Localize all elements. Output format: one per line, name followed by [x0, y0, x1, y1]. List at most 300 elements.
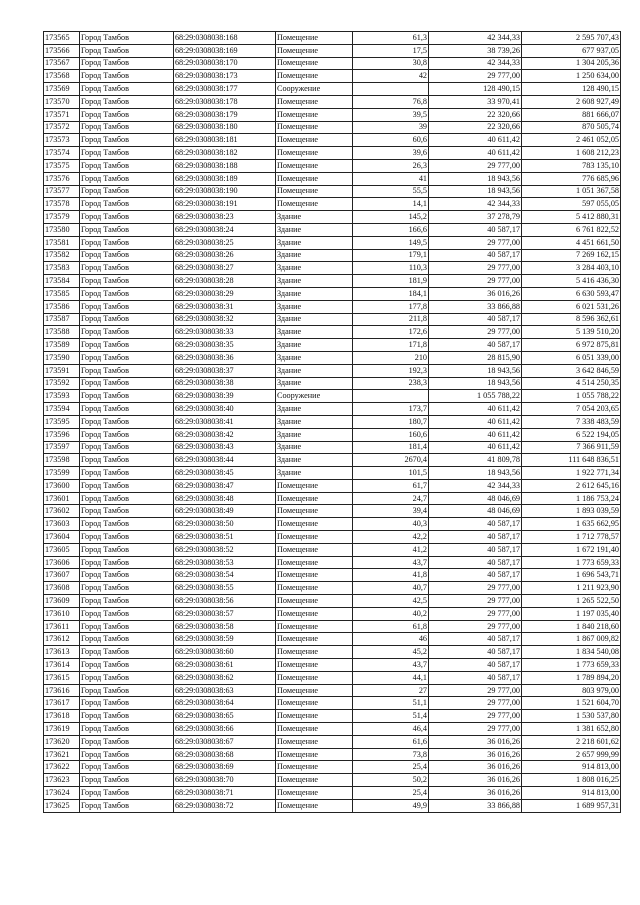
- table-row: [44, 531, 621, 544]
- table-row: [44, 198, 621, 211]
- unit-value-cell: 40 611,42: [429, 134, 522, 147]
- cadastral-number-cell: 68:29:0308038:31: [174, 300, 276, 313]
- area-cell: 43,7: [353, 556, 429, 569]
- object-type-cell: Помещение: [276, 121, 353, 134]
- table-row: [44, 710, 621, 723]
- table-row: [44, 723, 621, 736]
- area-cell: 145,2: [353, 211, 429, 224]
- table-row: [44, 83, 621, 96]
- cadastral-value-cell: 1 521 604,70: [522, 697, 621, 710]
- table-row: [44, 134, 621, 147]
- area-cell: 39,6: [353, 147, 429, 160]
- cadastral-value-cell: 870 505,74: [522, 121, 621, 134]
- object-type-cell: Помещение: [276, 595, 353, 608]
- cadastral-number-cell: 68:29:0308038:33: [174, 326, 276, 339]
- cadastral-number-cell: 68:29:0308038:168: [174, 32, 276, 45]
- unit-value-cell: 36 016,26: [429, 287, 522, 300]
- municipality-cell: Город Тамбов: [80, 364, 174, 377]
- area-cell: 2670,4: [353, 454, 429, 467]
- table-row: [44, 95, 621, 108]
- row-number-cell: 173601: [44, 492, 80, 505]
- cadastral-number-cell: 68:29:0308038:49: [174, 505, 276, 518]
- cadastral-value-cell: 7 269 162,15: [522, 249, 621, 262]
- cadastral-number-cell: 68:29:0308038:69: [174, 761, 276, 774]
- object-type-cell: Здание: [276, 403, 353, 416]
- municipality-cell: Город Тамбов: [80, 172, 174, 185]
- municipality-cell: Город Тамбов: [80, 723, 174, 736]
- area-cell: 177,8: [353, 300, 429, 313]
- table-row: [44, 787, 621, 800]
- municipality-cell: Город Тамбов: [80, 262, 174, 275]
- unit-value-cell: 22 320,66: [429, 121, 522, 134]
- unit-value-cell: 22 320,66: [429, 108, 522, 121]
- table-row: [44, 223, 621, 236]
- area-cell: 55,5: [353, 185, 429, 198]
- row-number-cell: 173597: [44, 441, 80, 454]
- object-type-cell: Помещение: [276, 633, 353, 646]
- cadastral-number-cell: 68:29:0308038:60: [174, 646, 276, 659]
- cadastral-value-table-page: [43, 31, 621, 813]
- cadastral-number-cell: 68:29:0308038:32: [174, 313, 276, 326]
- object-type-cell: Помещение: [276, 492, 353, 505]
- cadastral-value-cell: 1 055 788,22: [522, 390, 621, 403]
- table-row: [44, 339, 621, 352]
- cadastral-value-cell: 6 630 593,47: [522, 287, 621, 300]
- cadastral-value-cell: 6 051 339,00: [522, 351, 621, 364]
- cadastral-number-cell: 68:29:0308038:50: [174, 518, 276, 531]
- cadastral-value-cell: 1 635 662,95: [522, 518, 621, 531]
- cadastral-number-cell: 68:29:0308038:64: [174, 697, 276, 710]
- table-row: [44, 275, 621, 288]
- area-cell: 46: [353, 633, 429, 646]
- unit-value-cell: 38 739,26: [429, 44, 522, 57]
- municipality-cell: Город Тамбов: [80, 492, 174, 505]
- object-type-cell: Помещение: [276, 518, 353, 531]
- cadastral-value-cell: 1 211 923,90: [522, 582, 621, 595]
- table-row: [44, 211, 621, 224]
- municipality-cell: Город Тамбов: [80, 569, 174, 582]
- object-type-cell: Здание: [276, 211, 353, 224]
- row-number-cell: 173622: [44, 761, 80, 774]
- municipality-cell: Город Тамбов: [80, 326, 174, 339]
- cadastral-value-cell: 3 284 403,10: [522, 262, 621, 275]
- cadastral-number-cell: 68:29:0308038:47: [174, 479, 276, 492]
- unit-value-cell: 40 587,17: [429, 339, 522, 352]
- row-number-cell: 173605: [44, 543, 80, 556]
- row-number-cell: 173583: [44, 262, 80, 275]
- row-number-cell: 173604: [44, 531, 80, 544]
- municipality-cell: Город Тамбов: [80, 646, 174, 659]
- area-cell: 44,1: [353, 671, 429, 684]
- row-number-cell: 173576: [44, 172, 80, 185]
- unit-value-cell: 33 866,88: [429, 300, 522, 313]
- cadastral-value-cell: 1 867 009,82: [522, 633, 621, 646]
- row-number-cell: 173613: [44, 646, 80, 659]
- area-cell: 39,4: [353, 505, 429, 518]
- area-cell: 50,2: [353, 774, 429, 787]
- municipality-cell: Город Тамбов: [80, 198, 174, 211]
- area-cell: 110,3: [353, 262, 429, 275]
- area-cell: 26,3: [353, 159, 429, 172]
- object-type-cell: Помещение: [276, 159, 353, 172]
- municipality-cell: Город Тамбов: [80, 377, 174, 390]
- unit-value-cell: 40 587,17: [429, 671, 522, 684]
- row-number-cell: 173589: [44, 339, 80, 352]
- unit-value-cell: 40 587,17: [429, 659, 522, 672]
- cadastral-value-cell: 677 937,05: [522, 44, 621, 57]
- object-type-cell: Помещение: [276, 556, 353, 569]
- object-type-cell: Помещение: [276, 659, 353, 672]
- cadastral-number-cell: 68:29:0308038:41: [174, 415, 276, 428]
- table-row: [44, 249, 621, 262]
- row-number-cell: 173623: [44, 774, 80, 787]
- cadastral-number-cell: 68:29:0308038:178: [174, 95, 276, 108]
- unit-value-cell: 29 777,00: [429, 607, 522, 620]
- area-cell: 238,3: [353, 377, 429, 390]
- row-number-cell: 173608: [44, 582, 80, 595]
- area-cell: [353, 83, 429, 96]
- municipality-cell: Город Тамбов: [80, 582, 174, 595]
- unit-value-cell: 29 777,00: [429, 697, 522, 710]
- unit-value-cell: 29 777,00: [429, 684, 522, 697]
- cadastral-number-cell: 68:29:0308038:70: [174, 774, 276, 787]
- cadastral-number-cell: 68:29:0308038:72: [174, 799, 276, 812]
- unit-value-cell: 40 587,17: [429, 531, 522, 544]
- cadastral-number-cell: 68:29:0308038:189: [174, 172, 276, 185]
- municipality-cell: Город Тамбов: [80, 607, 174, 620]
- municipality-cell: Город Тамбов: [80, 710, 174, 723]
- object-type-cell: Помещение: [276, 646, 353, 659]
- object-type-cell: Помещение: [276, 735, 353, 748]
- municipality-cell: Город Тамбов: [80, 659, 174, 672]
- area-cell: 210: [353, 351, 429, 364]
- cadastral-number-cell: 68:29:0308038:63: [174, 684, 276, 697]
- object-type-cell: Помещение: [276, 671, 353, 684]
- municipality-cell: Город Тамбов: [80, 671, 174, 684]
- cadastral-number-cell: 68:29:0308038:36: [174, 351, 276, 364]
- cadastral-value-cell: 1 789 894,20: [522, 671, 621, 684]
- unit-value-cell: 36 016,26: [429, 748, 522, 761]
- object-type-cell: Помещение: [276, 134, 353, 147]
- area-cell: 25,4: [353, 787, 429, 800]
- area-cell: 61,6: [353, 735, 429, 748]
- cadastral-number-cell: 68:29:0308038:58: [174, 620, 276, 633]
- object-type-cell: Здание: [276, 339, 353, 352]
- unit-value-cell: 36 016,26: [429, 787, 522, 800]
- unit-value-cell: 40 587,17: [429, 518, 522, 531]
- cadastral-number-cell: 68:29:0308038:44: [174, 454, 276, 467]
- area-cell: 73,8: [353, 748, 429, 761]
- municipality-cell: Город Тамбов: [80, 620, 174, 633]
- cadastral-value-table: [43, 31, 621, 813]
- municipality-cell: Город Тамбов: [80, 44, 174, 57]
- table-row: [44, 403, 621, 416]
- object-type-cell: Помещение: [276, 57, 353, 70]
- object-type-cell: Помещение: [276, 543, 353, 556]
- object-type-cell: Здание: [276, 275, 353, 288]
- municipality-cell: Город Тамбов: [80, 518, 174, 531]
- unit-value-cell: 40 611,42: [429, 147, 522, 160]
- row-number-cell: 173610: [44, 607, 80, 620]
- municipality-cell: Город Тамбов: [80, 70, 174, 83]
- municipality-cell: Город Тамбов: [80, 735, 174, 748]
- municipality-cell: Город Тамбов: [80, 454, 174, 467]
- cadastral-value-cell: 1 051 367,58: [522, 185, 621, 198]
- object-type-cell: Здание: [276, 377, 353, 390]
- unit-value-cell: 40 587,17: [429, 223, 522, 236]
- table-row: [44, 300, 621, 313]
- cadastral-number-cell: 68:29:0308038:54: [174, 569, 276, 582]
- object-type-cell: Помещение: [276, 479, 353, 492]
- municipality-cell: Город Тамбов: [80, 595, 174, 608]
- area-cell: 160,6: [353, 428, 429, 441]
- cadastral-number-cell: 68:29:0308038:173: [174, 70, 276, 83]
- cadastral-number-cell: 68:29:0308038:48: [174, 492, 276, 505]
- object-type-cell: Здание: [276, 428, 353, 441]
- object-type-cell: Сооружение: [276, 390, 353, 403]
- table-row: [44, 659, 621, 672]
- cadastral-number-cell: 68:29:0308038:38: [174, 377, 276, 390]
- cadastral-value-cell: 1 381 652,80: [522, 723, 621, 736]
- object-type-cell: Здание: [276, 441, 353, 454]
- cadastral-value-cell: 597 055,05: [522, 198, 621, 211]
- cadastral-value-cell: 2 218 601,62: [522, 735, 621, 748]
- municipality-cell: Город Тамбов: [80, 313, 174, 326]
- table-row: [44, 351, 621, 364]
- cadastral-number-cell: 68:29:0308038:45: [174, 467, 276, 480]
- unit-value-cell: 29 777,00: [429, 275, 522, 288]
- unit-value-cell: 29 777,00: [429, 582, 522, 595]
- cadastral-number-cell: 68:29:0308038:169: [174, 44, 276, 57]
- unit-value-cell: 33 866,88: [429, 799, 522, 812]
- municipality-cell: Город Тамбов: [80, 351, 174, 364]
- row-number-cell: 173600: [44, 479, 80, 492]
- municipality-cell: Город Тамбов: [80, 467, 174, 480]
- table-row: [44, 556, 621, 569]
- cadastral-value-cell: 1 689 957,31: [522, 799, 621, 812]
- object-type-cell: Помещение: [276, 620, 353, 633]
- municipality-cell: Город Тамбов: [80, 403, 174, 416]
- cadastral-number-cell: 68:29:0308038:39: [174, 390, 276, 403]
- cadastral-value-cell: 6 021 531,26: [522, 300, 621, 313]
- cadastral-number-cell: 68:29:0308038:37: [174, 364, 276, 377]
- area-cell: 27: [353, 684, 429, 697]
- cadastral-number-cell: 68:29:0308038:65: [174, 710, 276, 723]
- cadastral-value-cell: 1 186 753,24: [522, 492, 621, 505]
- object-type-cell: Здание: [276, 223, 353, 236]
- row-number-cell: 173625: [44, 799, 80, 812]
- row-number-cell: 173566: [44, 44, 80, 57]
- cadastral-number-cell: 68:29:0308038:29: [174, 287, 276, 300]
- cadastral-value-cell: 1 712 778,57: [522, 531, 621, 544]
- object-type-cell: Помещение: [276, 774, 353, 787]
- area-cell: 41,2: [353, 543, 429, 556]
- row-number-cell: 173614: [44, 659, 80, 672]
- unit-value-cell: 29 777,00: [429, 710, 522, 723]
- object-type-cell: Помещение: [276, 684, 353, 697]
- table-row: [44, 364, 621, 377]
- municipality-cell: Город Тамбов: [80, 236, 174, 249]
- cadastral-value-cell: 803 979,00: [522, 684, 621, 697]
- unit-value-cell: 40 587,17: [429, 313, 522, 326]
- area-cell: 39,5: [353, 108, 429, 121]
- unit-value-cell: 36 016,26: [429, 735, 522, 748]
- municipality-cell: Город Тамбов: [80, 748, 174, 761]
- cadastral-value-cell: 1 922 771,34: [522, 467, 621, 480]
- unit-value-cell: 29 777,00: [429, 159, 522, 172]
- cadastral-value-cell: 1 893 039,59: [522, 505, 621, 518]
- table-row: [44, 620, 621, 633]
- cadastral-number-cell: 68:29:0308038:56: [174, 595, 276, 608]
- row-number-cell: 173577: [44, 185, 80, 198]
- area-cell: 14,1: [353, 198, 429, 211]
- table-row: [44, 774, 621, 787]
- area-cell: 184,1: [353, 287, 429, 300]
- cadastral-value-cell: 1 696 543,71: [522, 569, 621, 582]
- cadastral-value-cell: 5 416 436,30: [522, 275, 621, 288]
- cadastral-number-cell: 68:29:0308038:61: [174, 659, 276, 672]
- object-type-cell: Помещение: [276, 761, 353, 774]
- area-cell: 24,7: [353, 492, 429, 505]
- cadastral-number-cell: 68:29:0308038:55: [174, 582, 276, 595]
- cadastral-value-cell: 783 135,10: [522, 159, 621, 172]
- table-row: [44, 684, 621, 697]
- cadastral-number-cell: 68:29:0308038:26: [174, 249, 276, 262]
- municipality-cell: Город Тамбов: [80, 223, 174, 236]
- object-type-cell: Помещение: [276, 198, 353, 211]
- unit-value-cell: 41 809,78: [429, 454, 522, 467]
- row-number-cell: 173624: [44, 787, 80, 800]
- unit-value-cell: 29 777,00: [429, 723, 522, 736]
- cadastral-value-cell: 1 250 634,00: [522, 70, 621, 83]
- row-number-cell: 173579: [44, 211, 80, 224]
- unit-value-cell: 18 943,56: [429, 377, 522, 390]
- unit-value-cell: 1 055 788,22: [429, 390, 522, 403]
- cadastral-value-cell: 2 612 645,16: [522, 479, 621, 492]
- municipality-cell: Город Тамбов: [80, 300, 174, 313]
- table-row: [44, 236, 621, 249]
- area-cell: 173,7: [353, 403, 429, 416]
- unit-value-cell: 29 777,00: [429, 262, 522, 275]
- object-type-cell: Помещение: [276, 505, 353, 518]
- municipality-cell: Город Тамбов: [80, 95, 174, 108]
- row-number-cell: 173578: [44, 198, 80, 211]
- cadastral-number-cell: 68:29:0308038:188: [174, 159, 276, 172]
- cadastral-number-cell: 68:29:0308038:68: [174, 748, 276, 761]
- area-cell: 180,7: [353, 415, 429, 428]
- table-row: [44, 505, 621, 518]
- table-row: [44, 492, 621, 505]
- row-number-cell: 173581: [44, 236, 80, 249]
- object-type-cell: Помещение: [276, 32, 353, 45]
- cadastral-value-cell: 1 773 659,33: [522, 659, 621, 672]
- table-row: [44, 287, 621, 300]
- area-cell: 45,2: [353, 646, 429, 659]
- area-cell: 17,5: [353, 44, 429, 57]
- municipality-cell: Город Тамбов: [80, 275, 174, 288]
- table-row: [44, 671, 621, 684]
- cadastral-number-cell: 68:29:0308038:62: [174, 671, 276, 684]
- object-type-cell: Здание: [276, 364, 353, 377]
- municipality-cell: Город Тамбов: [80, 479, 174, 492]
- municipality-cell: Город Тамбов: [80, 390, 174, 403]
- cadastral-value-cell: 1 265 522,50: [522, 595, 621, 608]
- row-number-cell: 173595: [44, 415, 80, 428]
- cadastral-value-cell: 1 530 537,80: [522, 710, 621, 723]
- row-number-cell: 173606: [44, 556, 80, 569]
- cadastral-value-cell: 1 808 016,25: [522, 774, 621, 787]
- area-cell: 192,3: [353, 364, 429, 377]
- row-number-cell: 173568: [44, 70, 80, 83]
- table-row: [44, 262, 621, 275]
- municipality-cell: Город Тамбов: [80, 147, 174, 160]
- object-type-cell: Помещение: [276, 531, 353, 544]
- table-row: [44, 428, 621, 441]
- row-number-cell: 173616: [44, 684, 80, 697]
- cadastral-number-cell: 68:29:0308038:43: [174, 441, 276, 454]
- unit-value-cell: 29 777,00: [429, 595, 522, 608]
- row-number-cell: 173590: [44, 351, 80, 364]
- table-row: [44, 70, 621, 83]
- row-number-cell: 173587: [44, 313, 80, 326]
- area-cell: 41: [353, 172, 429, 185]
- row-number-cell: 173585: [44, 287, 80, 300]
- cadastral-number-cell: 68:29:0308038:181: [174, 134, 276, 147]
- object-type-cell: Помещение: [276, 44, 353, 57]
- cadastral-value-cell: 3 642 846,59: [522, 364, 621, 377]
- unit-value-cell: 40 611,42: [429, 428, 522, 441]
- row-number-cell: 173618: [44, 710, 80, 723]
- municipality-cell: Город Тамбов: [80, 32, 174, 45]
- municipality-cell: Город Тамбов: [80, 543, 174, 556]
- object-type-cell: Здание: [276, 249, 353, 262]
- object-type-cell: Помещение: [276, 95, 353, 108]
- table-row: [44, 44, 621, 57]
- unit-value-cell: 29 777,00: [429, 70, 522, 83]
- object-type-cell: Здание: [276, 287, 353, 300]
- object-type-cell: Помещение: [276, 607, 353, 620]
- area-cell: 149,5: [353, 236, 429, 249]
- cadastral-value-cell: 6 761 822,52: [522, 223, 621, 236]
- table-row: [44, 172, 621, 185]
- table-body: [44, 32, 621, 813]
- unit-value-cell: 29 777,00: [429, 620, 522, 633]
- table-row: [44, 441, 621, 454]
- municipality-cell: Город Тамбов: [80, 108, 174, 121]
- table-row: [44, 121, 621, 134]
- cadastral-number-cell: 68:29:0308038:53: [174, 556, 276, 569]
- table-row: [44, 454, 621, 467]
- cadastral-value-cell: 7 338 483,59: [522, 415, 621, 428]
- municipality-cell: Город Тамбов: [80, 633, 174, 646]
- table-row: [44, 735, 621, 748]
- table-row: [44, 479, 621, 492]
- object-type-cell: Здание: [276, 236, 353, 249]
- municipality-cell: Город Тамбов: [80, 83, 174, 96]
- row-number-cell: 173592: [44, 377, 80, 390]
- area-cell: 181,4: [353, 441, 429, 454]
- cadastral-number-cell: 68:29:0308038:42: [174, 428, 276, 441]
- object-type-cell: Здание: [276, 415, 353, 428]
- object-type-cell: Сооружение: [276, 83, 353, 96]
- row-number-cell: 173574: [44, 147, 80, 160]
- cadastral-value-cell: 914 813,00: [522, 761, 621, 774]
- row-number-cell: 173582: [44, 249, 80, 262]
- cadastral-value-cell: 6 522 194,05: [522, 428, 621, 441]
- unit-value-cell: 36 016,26: [429, 774, 522, 787]
- area-cell: 40,2: [353, 607, 429, 620]
- cadastral-value-cell: 914 813,00: [522, 787, 621, 800]
